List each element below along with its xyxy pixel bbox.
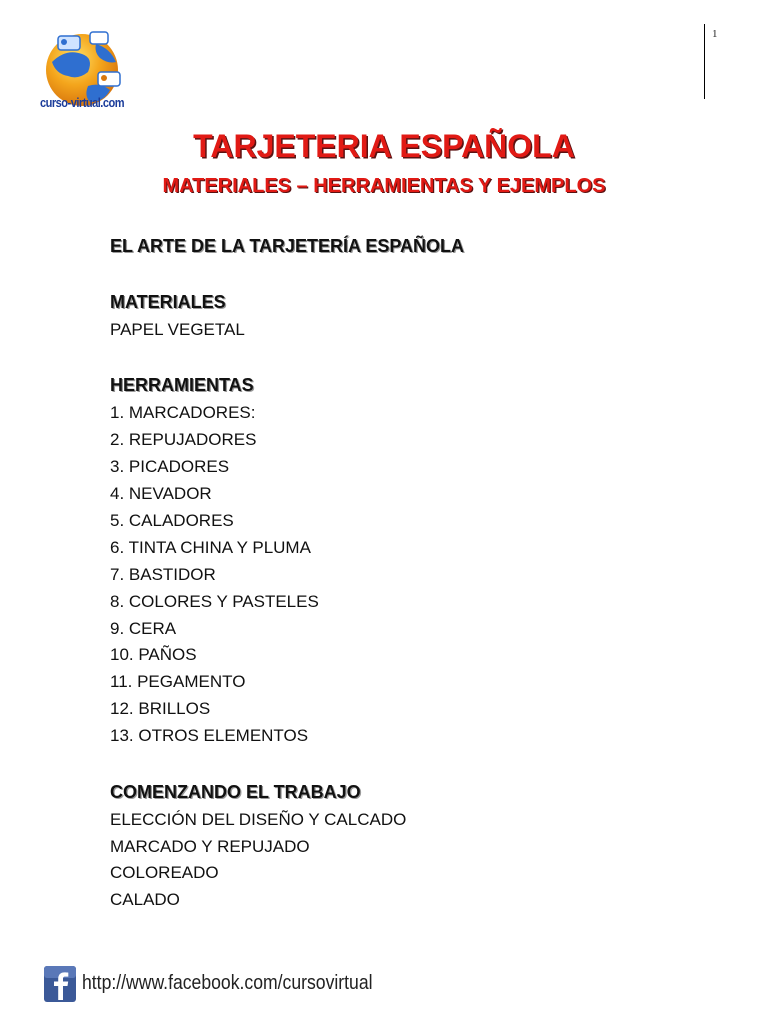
list-item: MARCADO Y REPUJADO — [110, 837, 310, 856]
logo-text: curso-virtual.com — [40, 95, 125, 110]
facebook-icon[interactable] — [44, 966, 76, 1002]
section-heading-arte: EL ARTE DE LA TARJETERÍA ESPAÑOLA — [110, 236, 465, 256]
list-item: ELECCIÓN DEL DISEÑO Y CALCADO — [110, 810, 407, 829]
list-item: 13. OTROS ELEMENTOS — [110, 726, 309, 745]
list-item: 2. REPUJADORES — [110, 430, 257, 449]
list-item: 3. PICADORES — [110, 457, 230, 476]
list-item: 7. BASTIDOR — [110, 565, 216, 584]
list-item: 6. TINTA CHINA Y PLUMA — [110, 538, 311, 557]
facebook-link[interactable]: http://www.facebook.com/cursovirtual — [82, 972, 373, 994]
list-item: 9. CERA — [110, 619, 177, 638]
list-item: 4. NEVADOR — [110, 484, 212, 503]
list-item: CALADO — [110, 890, 180, 909]
section-heading-herramientas: HERRAMIENTAS — [110, 375, 254, 395]
list-item: 11. PEGAMENTO — [110, 672, 246, 691]
list-item: 10. PAÑOS — [110, 645, 197, 664]
document-subtitle: MATERIALES – HERRAMIENTAS Y EJEMPLOS — [162, 175, 606, 197]
list-item: 12. BRILLOS — [110, 699, 211, 718]
page-number: 1 — [712, 28, 718, 40]
list-item: 1. MARCADORES: — [110, 403, 256, 422]
list-item: COLOREADO — [110, 863, 219, 882]
section-heading-comenzando: COMENZANDO EL TRABAJO — [110, 782, 361, 802]
document-title: TARJETERIA ESPAÑOLA — [193, 128, 575, 164]
section-heading-materiales: MATERIALES — [110, 292, 226, 312]
page-number-rule — [704, 24, 705, 99]
list-item: 8. COLORES Y PASTELES — [110, 592, 319, 611]
list-item: PAPEL VEGETAL — [110, 320, 245, 339]
list-item: 5. CALADORES — [110, 511, 234, 530]
